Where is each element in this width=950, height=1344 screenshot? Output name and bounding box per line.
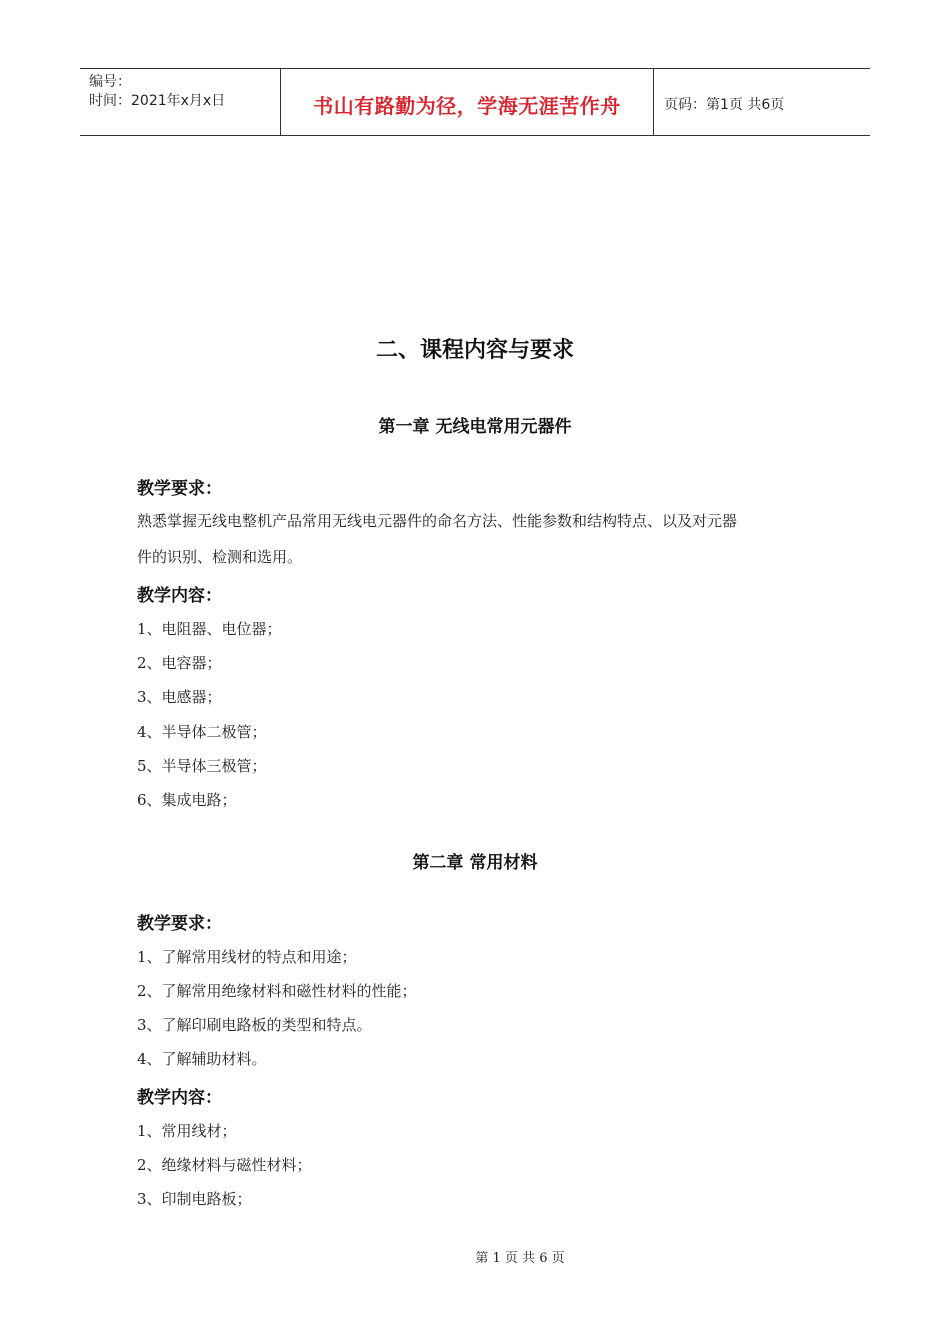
list-item: 3、了解印刷电路板的类型和特点。 bbox=[137, 1016, 372, 1034]
chapter1-title: 第一章 无线电常用元器件 bbox=[378, 417, 572, 437]
list-item: 3、印制电路板； bbox=[137, 1190, 252, 1208]
section-title: 二、课程内容与要求 bbox=[375, 338, 574, 363]
list-item: 6、集成电路； bbox=[137, 791, 237, 809]
page-header bbox=[80, 68, 870, 136]
chapter2-title: 第二章 常用材料 bbox=[412, 853, 538, 873]
list-item: 5、半导体三极管； bbox=[137, 757, 267, 775]
list-item: 1、电阻器、电位器； bbox=[137, 620, 282, 638]
header-page-info: 页码：第1页 共6页 bbox=[664, 97, 785, 113]
header-time: 时间：2021年x月x日 bbox=[89, 93, 226, 109]
chapter2-content-label: 教学内容： bbox=[137, 1088, 222, 1108]
list-item: 4、了解辅助材料。 bbox=[137, 1050, 267, 1068]
chapter2-req-label: 教学要求： bbox=[137, 914, 222, 934]
list-item: 4、半导体二极管； bbox=[137, 723, 267, 741]
header-motto: 书山有路勤为径，学海无涯苦作舟 bbox=[281, 69, 654, 135]
list-item: 1、常用线材； bbox=[137, 1122, 237, 1140]
list-item: 3、电感器； bbox=[137, 688, 222, 706]
chapter1-req-line1: 熟悉掌握无线电整机产品常用无线电元器件的命名方法、性能参数和结构特点、以及对元器 bbox=[137, 512, 738, 530]
header-number: 编号： bbox=[89, 74, 131, 90]
list-item: 2、绝缘材料与磁性材料； bbox=[137, 1156, 312, 1174]
page-footer bbox=[0, 1247, 950, 1266]
footer-page-number: 第 1 页 共 6 页 bbox=[475, 1251, 565, 1266]
list-item: 1、了解常用线材的特点和用途； bbox=[137, 948, 357, 966]
chapter1-content-label: 教学内容： bbox=[137, 586, 222, 606]
list-item: 2、了解常用绝缘材料和磁性材料的性能； bbox=[137, 982, 417, 1000]
chapter1-req-line2: 件的识别、检测和选用。 bbox=[137, 548, 303, 566]
chapter1-req-label: 教学要求： bbox=[137, 479, 222, 499]
list-item: 2、电容器； bbox=[137, 654, 222, 672]
header-meta bbox=[80, 69, 281, 135]
